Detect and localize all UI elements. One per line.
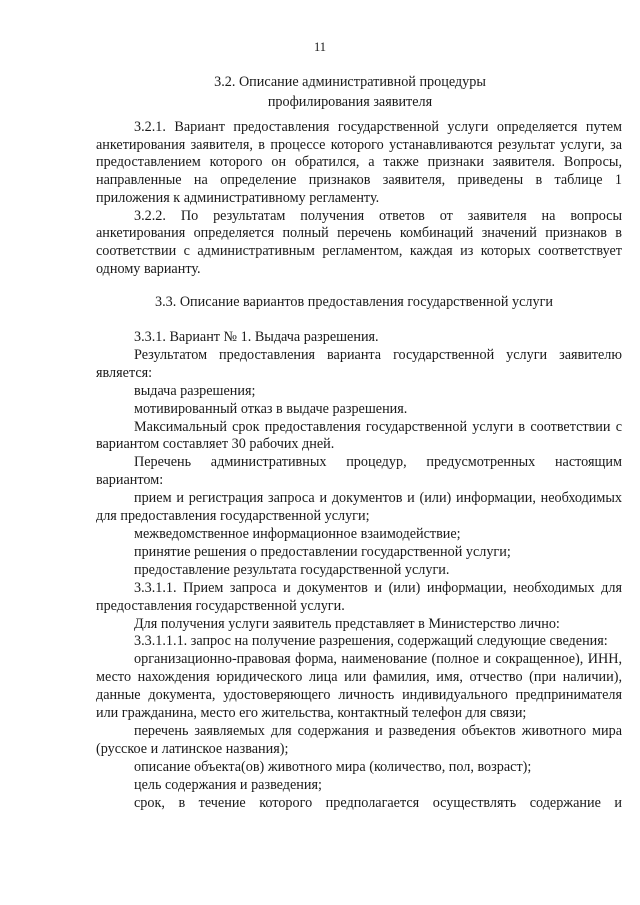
section-3-2-heading-line-2: профилирования заявителя bbox=[267, 94, 433, 110]
paragraph-3-3-1-1: 3.3.1.1. Прием запроса и документов и (или) информации, необходимых для предоставления государственной услуги. bbox=[96, 579, 622, 614]
procedures-intro: Перечень административных процедур, предусмотренных настоящим вариантом: bbox=[96, 454, 622, 489]
paragraph-3-2-2: 3.2.2. По результатам получения ответов от заявителя на вопросы анкетирования определяется полный перечень комбинаций значений признаков в соответствии с административным регламентом, каждая из которых соответствует одному варианту. bbox=[96, 207, 622, 277]
section-3-3-body bbox=[96, 329, 622, 812]
procedure-item: принятие решения о предоставлении государственной услуги; bbox=[134, 543, 511, 560]
section-3-3-heading: 3.3. Описание вариантов предоставления государственной услуги bbox=[154, 294, 553, 310]
section-3-2-heading bbox=[60, 72, 640, 112]
variant-title: 3.3.1. Вариант № 1. Выдача разрешения. bbox=[134, 329, 379, 345]
request-detail-item: описание объекта(ов) животного мира (количество, пол, возраст); bbox=[134, 758, 532, 775]
max-term-paragraph: Максимальный срок предоставления государственной услуги в соответствии с вариантом составляет 30 рабочих дней. bbox=[96, 418, 622, 453]
page-number: 11 bbox=[313, 40, 327, 54]
result-item: выдача разрешения; bbox=[134, 382, 256, 399]
request-detail-item: срок, в течение которого предполагается осуществлять содержание и bbox=[134, 794, 622, 811]
request-detail-item: организационно-правовая форма, наименование (полное и сокращенное), ИНН, место нахождения юридического лица или фамилия, имя, отчество (при наличии), данные документа, удостоверяющего личность индивидуального предпринимателя или гражданина, место его жительства, контактный телефон для связи; bbox=[96, 651, 622, 722]
procedure-item: межведомственное информационное взаимодействие; bbox=[134, 525, 461, 542]
request-detail-item: цель содержания и разведения; bbox=[134, 776, 322, 793]
submission-paragraph: Для получения услуги заявитель представляет в Министерство лично: bbox=[134, 615, 560, 632]
section-3-2-body bbox=[96, 119, 622, 278]
paragraph-3-2-1: 3.2.1. Вариант предоставления государственной услуги определяется путем анкетирования заявителя, в процессе которого устанавливаются результат услуги, за предоставлением которого он обратился, а также признаки заявителя. Вопросы, направленные на определение признаков заявителя, приведены в таблице 1 приложения к административному регламенту. bbox=[96, 119, 622, 206]
result-item: мотивированный отказ в выдаче разрешения. bbox=[134, 400, 408, 417]
result-intro: Результатом предоставления варианта государственной услуги заявителю является: bbox=[96, 346, 622, 381]
procedure-item: прием и регистрация запроса и документов и (или) информации, необходимых для предоставления государственной услуги; bbox=[96, 490, 622, 525]
procedure-item: предоставление результата государственной услуги. bbox=[134, 561, 450, 578]
section-3-2-heading-line-1: 3.2. Описание административной процедуры bbox=[214, 74, 486, 90]
paragraph-3-3-1-1-1: 3.3.1.1.1. запрос на получение разрешения, содержащий следующие сведения: bbox=[134, 633, 608, 650]
request-detail-item: перечень заявляемых для содержания и разведения объектов животного мира (русское и латинское названия); bbox=[96, 722, 622, 757]
